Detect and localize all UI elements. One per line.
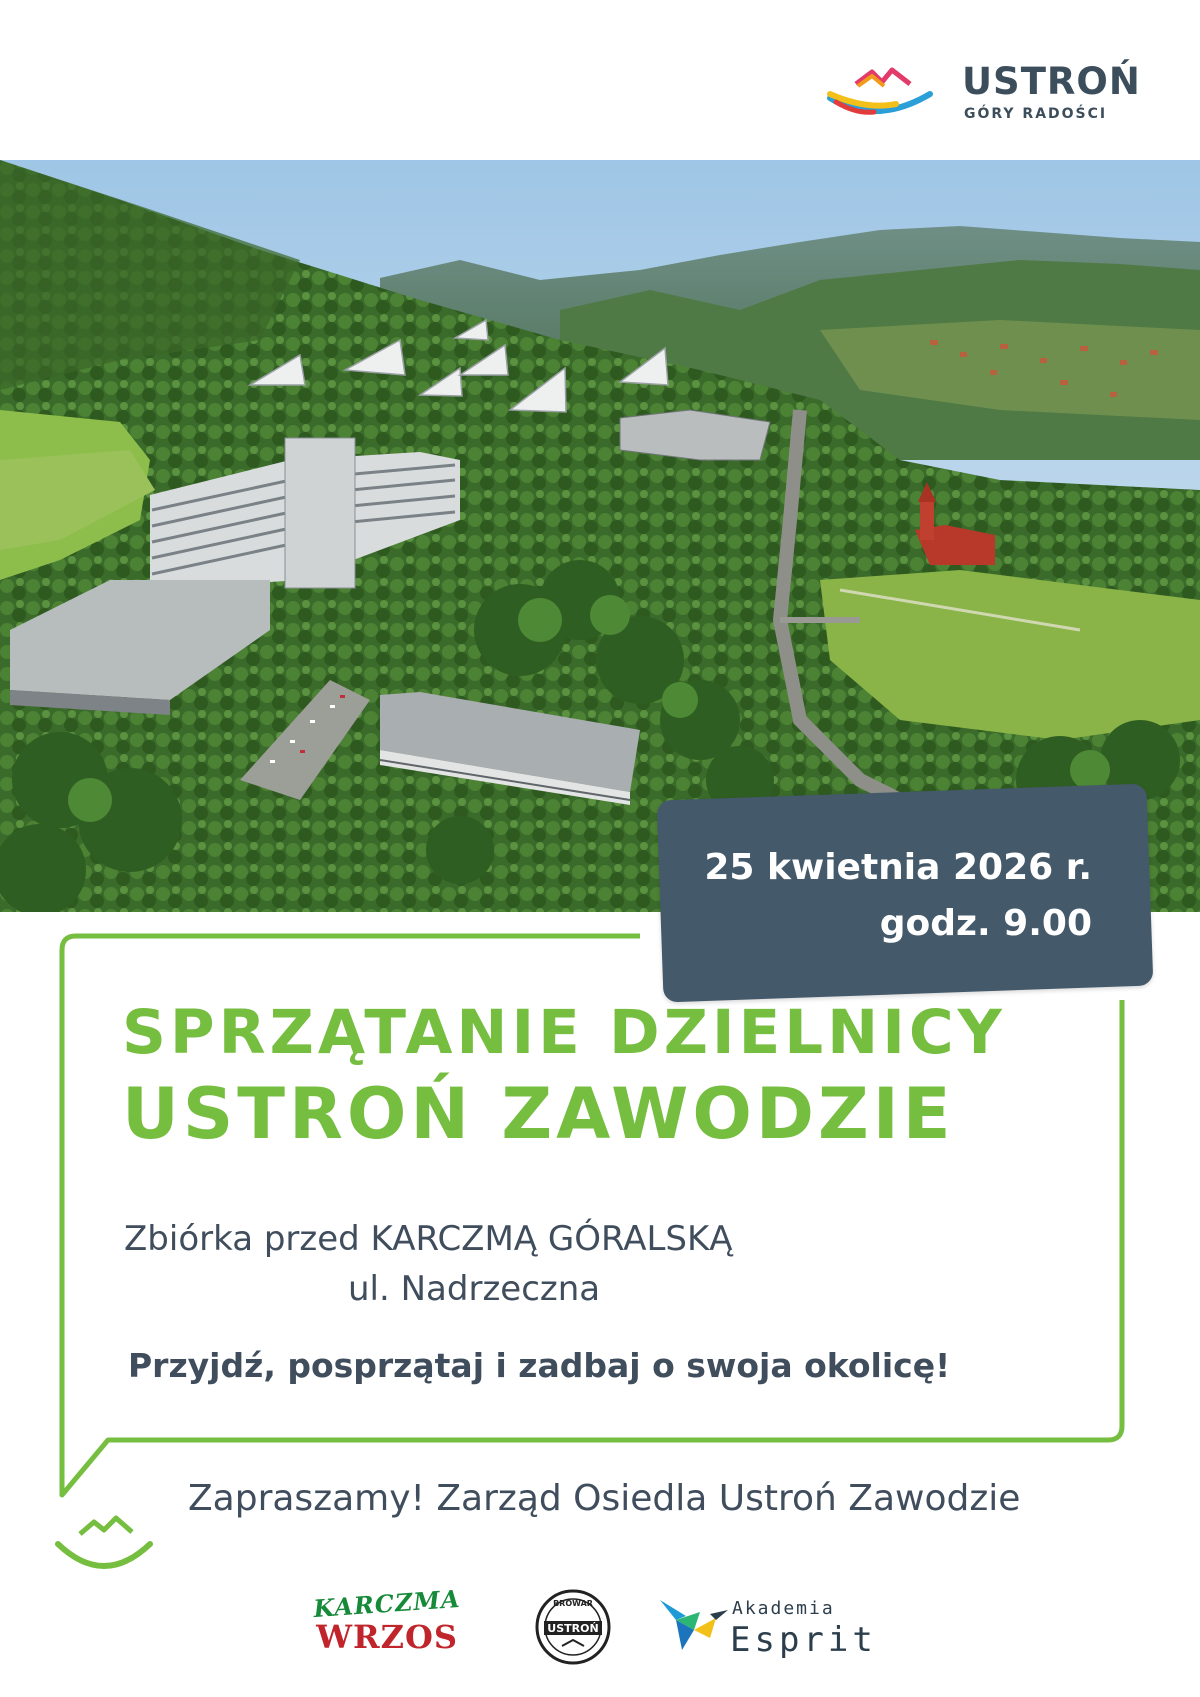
browar-name-text: USTROŃ <box>547 1622 599 1635</box>
ustron-mountains-icon <box>826 64 934 124</box>
brand-tagline: GÓRY RADOŚCI <box>964 106 1108 122</box>
akademia-esprit-logo <box>656 1588 896 1668</box>
event-date: 25 kwietnia 2026 r. <box>704 847 1092 888</box>
event-title-line2: USTROŃ ZAWODZIE <box>122 1073 955 1155</box>
invitation-text: Zapraszamy! Zarząd Osiedla Ustroń Zawodzie <box>188 1478 1021 1519</box>
esprit-name-text: Esprit <box>730 1620 877 1660</box>
meeting-point: Zbiórka przed KARCZMĄ GÓRALSKĄ <box>124 1219 733 1259</box>
event-time: godz. 9.00 <box>879 903 1092 944</box>
browar-ustron-logo <box>534 1588 612 1666</box>
meeting-street: ul. Nadrzeczna <box>348 1269 601 1309</box>
browar-top-text: BROWAR <box>553 1599 593 1608</box>
date-time-block <box>640 840 1092 952</box>
ustron-logo <box>826 54 1156 134</box>
brand-name: USTROŃ <box>962 60 1141 103</box>
event-title-line1: SPRZĄTANIE DZIELNICY <box>122 997 1006 1068</box>
meeting-place <box>124 1214 1024 1314</box>
karczma-wrzos-logo <box>312 1583 462 1660</box>
karczma-wrzos-name: WRZOS <box>316 1618 458 1656</box>
smile-mountain-icon <box>52 1510 156 1576</box>
call-to-action: Przyjdź, posprzątaj i zadbaj o swoja okolicę! <box>128 1346 951 1385</box>
hummingbird-icon <box>656 1590 730 1656</box>
esprit-top-text: Akademia <box>732 1598 835 1619</box>
event-title <box>122 994 1082 1156</box>
karczma-wrzos-top: KARCZMA <box>312 1583 462 1624</box>
